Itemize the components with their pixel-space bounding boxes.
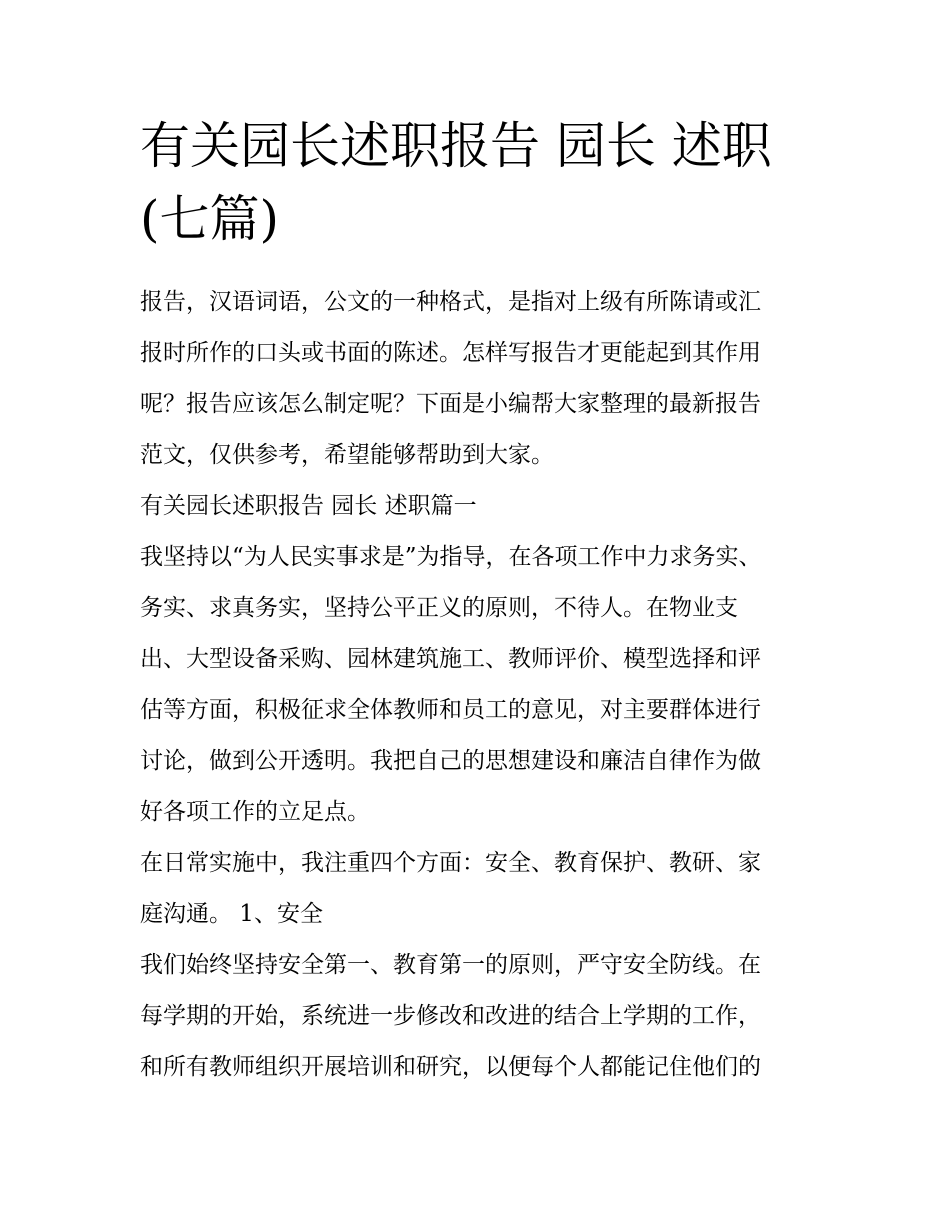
intro-paragraph bbox=[140, 277, 820, 481]
text-line: 每学期的开始，系统进一步修改和改进的结合上学期的工作， bbox=[140, 1003, 761, 1029]
section-heading: 有关园长述职报告 园长 述职篇一 bbox=[140, 493, 477, 519]
body-paragraph-3 bbox=[140, 940, 820, 1093]
text-line: 和所有教师组织开展培训和研究，以便每个人都能记住他们的 bbox=[140, 1054, 761, 1080]
text-line: 务实、求真务实，坚持公平正义的原则，不待人。在物业支 bbox=[140, 595, 738, 621]
text-line: 估等方面，积极征求全体教师和员工的意见，对主要群体进行 bbox=[140, 697, 761, 723]
title-line: 有关园长述职报告 园长 述职 bbox=[140, 117, 772, 175]
text-line: 呢？报告应该怎么制定呢？下面是小编帮大家整理的最新报告 bbox=[140, 391, 761, 417]
body-paragraph-2 bbox=[140, 838, 820, 940]
text-line: 庭沟通。 1、安全 bbox=[140, 901, 323, 927]
text-line: 出、大型设备采购、园林建筑施工、教师评价、模型选择和评 bbox=[140, 646, 761, 672]
text-line: 好各项工作的立足点。 bbox=[140, 799, 370, 825]
text-line: 我坚持以“为人民实事求是”为指导，在各项工作中力求务实、 bbox=[140, 544, 762, 570]
body-paragraph-1 bbox=[140, 532, 820, 838]
text-line: 我们始终坚持安全第一、教育第一的原则，严守安全防线。在 bbox=[140, 952, 761, 978]
text-line: 报时所作的口头或书面的陈述。怎样写报告才更能起到其作用 bbox=[140, 340, 761, 366]
text-line: 讨论，做到公开透明。我把自己的思想建设和廉洁自律作为做 bbox=[140, 748, 761, 774]
document-title bbox=[140, 110, 820, 256]
title-line: (七篇) bbox=[140, 190, 280, 248]
document-body bbox=[140, 277, 820, 1093]
text-line: 在日常实施中，我注重四个方面：安全、教育保护、教研、家 bbox=[140, 850, 761, 876]
text-line: 报告，汉语词语，公文的一种格式，是指对上级有所陈请或汇 bbox=[140, 289, 761, 315]
text-line: 范文，仅供参考，希望能够帮助到大家。 bbox=[140, 442, 554, 468]
